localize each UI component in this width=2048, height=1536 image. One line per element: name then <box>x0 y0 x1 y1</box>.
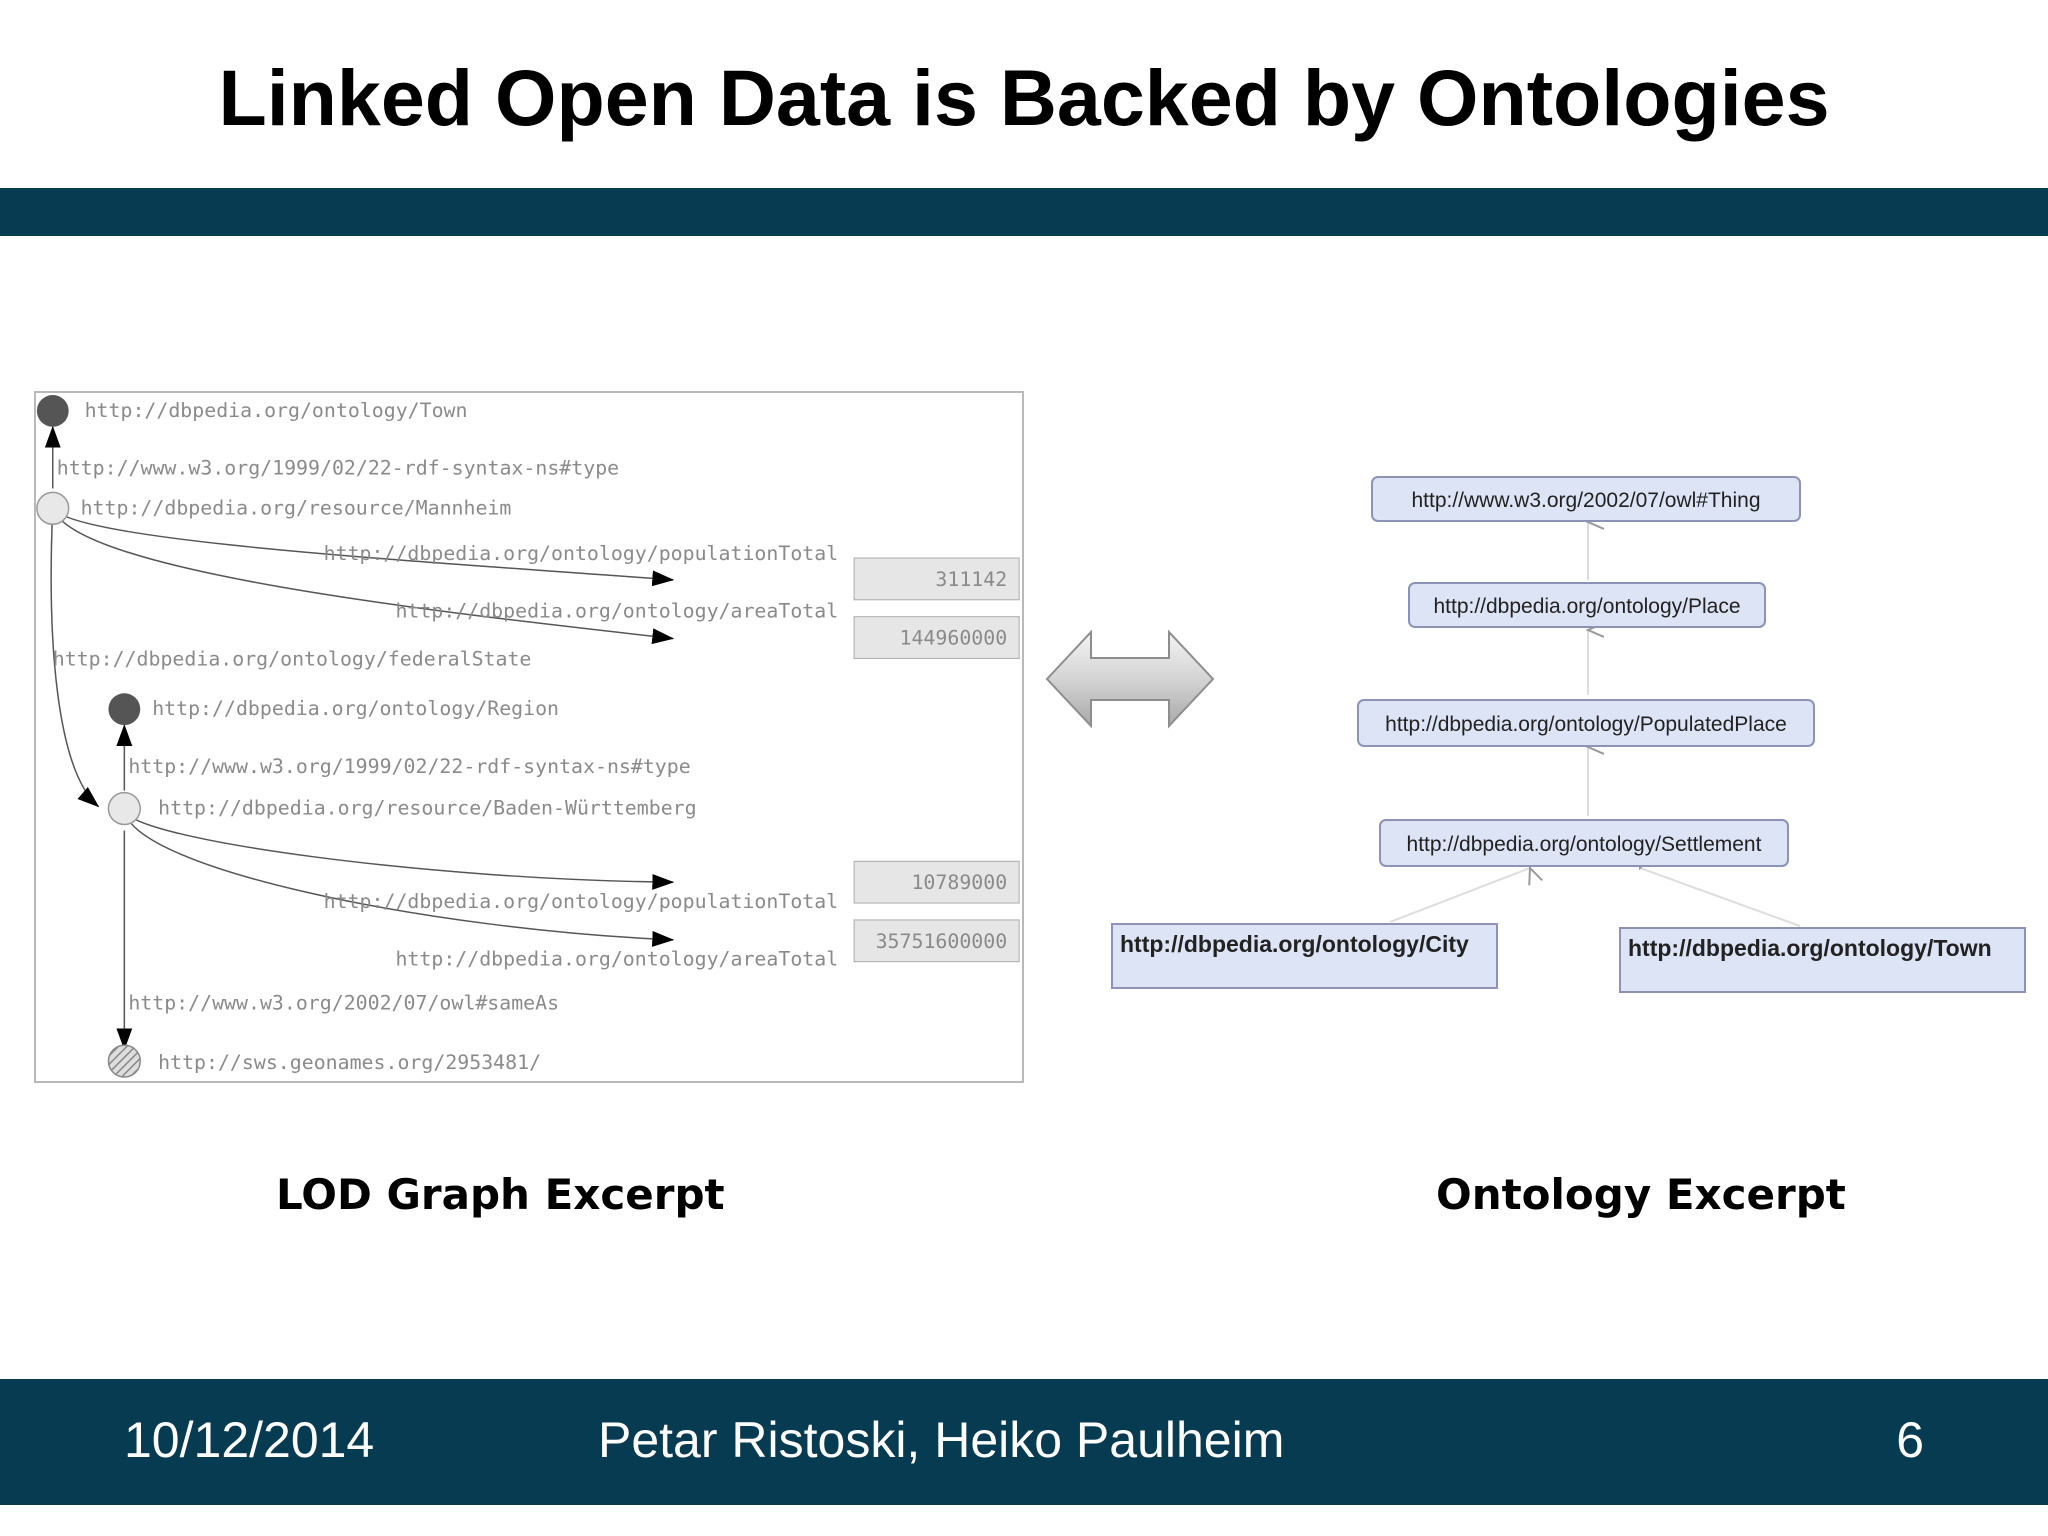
svg-text:http://dbpedia.org/ontology/Po: http://dbpedia.org/ontology/PopulatedPlace <box>1385 713 1787 736</box>
edge-area-2 <box>124 811 673 940</box>
region-uri-label: http://dbpedia.org/ontology/Region <box>152 697 560 721</box>
svg-text:http://dbpedia.org/ontology/To: http://dbpedia.org/ontology/Town <box>1628 935 1992 961</box>
ontology-node-city <box>1112 924 1497 988</box>
ontology-node-populated-place <box>1358 700 1814 746</box>
ontology-caption: Ontology Excerpt <box>1436 1170 1846 1219</box>
town-uri-label: http://dbpedia.org/ontology/Town <box>84 398 468 422</box>
header-bar <box>0 188 2048 236</box>
node-geonames <box>108 1045 140 1077</box>
node-town-class <box>37 395 69 427</box>
population-edge-label-1: http://dbpedia.org/ontology/populationTotal <box>323 542 839 566</box>
footer-bar <box>0 1379 2048 1505</box>
edge-population-2 <box>124 811 673 883</box>
edge-city-settlement <box>1390 868 1530 922</box>
svg-text:http://www.w3.org/2002/07/owl#: http://www.w3.org/2002/07/owl#Thing <box>1411 489 1761 512</box>
same-as-edge-label: http://www.w3.org/2002/07/owl#sameAs <box>128 991 560 1015</box>
node-mannheim <box>37 492 69 524</box>
federal-state-edge-label: http://dbpedia.org/ontology/federalState <box>52 647 532 671</box>
geonames-uri-label: http://sws.geonames.org/2953481/ <box>158 1051 542 1075</box>
bw-uri-label: http://dbpedia.org/resource/Baden-Württemberg <box>158 796 697 820</box>
area-edge-label-2: http://dbpedia.org/ontology/areaTotal <box>395 947 839 971</box>
slide-title: Linked Open Data is Backed by Ontologies <box>218 53 1830 142</box>
ontology-excerpt <box>1100 460 2030 1000</box>
area-edge-label-1: http://dbpedia.org/ontology/areaTotal <box>395 599 839 623</box>
ontology-node-town <box>1620 928 2025 992</box>
svg-text:http://dbpedia.org/ontology/Pl: http://dbpedia.org/ontology/Place <box>1433 595 1741 618</box>
edge-town-settlement <box>1640 868 1800 926</box>
svg-text:http://dbpedia.org/ontology/Se: http://dbpedia.org/ontology/Settlement <box>1406 833 1762 856</box>
svg-text:http://dbpedia.org/ontology/Ci: http://dbpedia.org/ontology/City <box>1120 931 1469 957</box>
population-edge-label-2: http://dbpedia.org/ontology/populationTotal <box>323 890 839 914</box>
population-value-2: 10789000 <box>911 871 1008 895</box>
lod-graph-caption: LOD Graph Excerpt <box>276 1170 725 1219</box>
ontology-node-place <box>1409 583 1765 627</box>
ontology-node-settlement <box>1380 820 1788 866</box>
area-value-2: 35751600000 <box>875 929 1008 953</box>
lod-graph-excerpt <box>34 391 1024 1083</box>
node-baden-wuerttemberg <box>108 793 140 825</box>
mannheim-uri-label: http://dbpedia.org/resource/Mannheim <box>80 496 512 520</box>
footer-authors: Petar Ristoski, Heiko Paulheim <box>598 1412 1285 1468</box>
ontology-node-thing <box>1372 477 1800 521</box>
area-value-1: 144960000 <box>899 626 1008 650</box>
type-edge-label-2: http://www.w3.org/1999/02/22-rdf-syntax-ns#type <box>128 754 691 778</box>
footer-date: 10/12/2014 <box>124 1412 375 1468</box>
page-number: 6 <box>1896 1412 1924 1468</box>
node-region-class <box>108 693 140 725</box>
population-value-1: 311142 <box>935 567 1008 591</box>
type-edge-label-1: http://www.w3.org/1999/02/22-rdf-syntax-ns#type <box>56 456 620 480</box>
